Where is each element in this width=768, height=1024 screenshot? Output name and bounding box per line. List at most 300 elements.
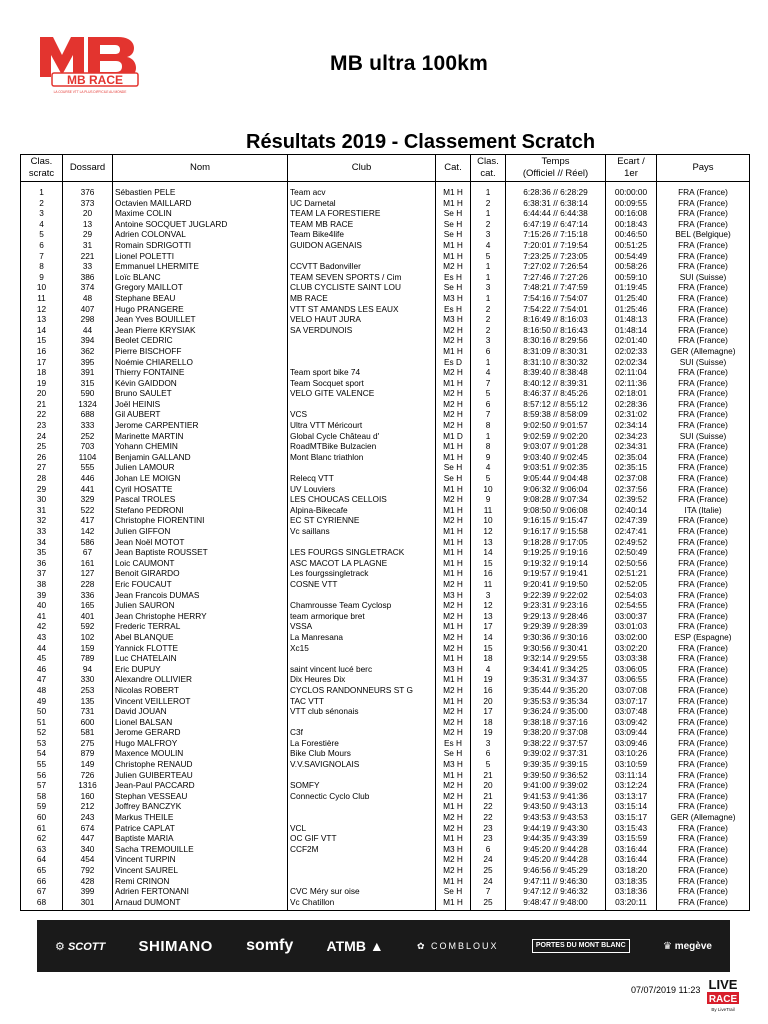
col-gap-cell: 02:47:39	[606, 515, 657, 526]
col-time-cell: 8:31:10 // 8:30:32	[506, 357, 606, 368]
col-bib-cell: 48	[63, 293, 113, 304]
col-category-cell: M2 H	[436, 823, 471, 834]
table-row	[21, 801, 750, 812]
col-rank-cell: 62	[21, 833, 63, 844]
col-time-cell: 9:39:50 // 9:36:52	[506, 770, 606, 781]
col-category-rank-cell: 23	[471, 833, 506, 844]
table-row	[21, 876, 750, 887]
col-club-cell: Bike Club Mours	[288, 748, 436, 759]
table-row	[21, 182, 750, 198]
col-country-cell: FRA (France)	[657, 579, 750, 590]
col-name-cell: Yannick FLOTTE	[113, 643, 288, 654]
col-bib-cell: 298	[63, 314, 113, 325]
col-category-cell: M2 H	[436, 420, 471, 431]
col-category-rank-cell: 18	[471, 653, 506, 664]
col-club-cell: Ultra VTT Méricourt	[288, 420, 436, 431]
col-time-cell: 9:36:24 // 9:35:00	[506, 706, 606, 717]
col-name-cell: Bruno SAULET	[113, 388, 288, 399]
col-club-cell: La Manresana	[288, 632, 436, 643]
col-club-cell: VCS	[288, 409, 436, 420]
col-category-cell: M3 H	[436, 664, 471, 675]
col-time-cell: 7:23:25 // 7:23:05	[506, 251, 606, 262]
col-bib-cell: 31	[63, 240, 113, 251]
col-gap-cell: 02:02:33	[606, 346, 657, 357]
col-name-cell: Jean Pierre KRYSIAK	[113, 325, 288, 336]
col-rank-cell: 66	[21, 876, 63, 887]
col-name-cell: Vincent SAUREL	[113, 865, 288, 876]
col-club-cell	[288, 335, 436, 346]
col-bib-cell: 688	[63, 409, 113, 420]
col-country-cell: FRA (France)	[657, 674, 750, 685]
col-category-cell: M1 H	[436, 770, 471, 781]
col-time-cell: 7:54:16 // 7:54:07	[506, 293, 606, 304]
col-time-cell: 9:45:20 // 9:44:28	[506, 854, 606, 865]
col-time-cell: 9:19:32 // 9:19:14	[506, 558, 606, 569]
col-category-cell: M1 H	[436, 240, 471, 251]
col-rank-cell: 42	[21, 621, 63, 632]
col-club-cell: Xc15	[288, 643, 436, 654]
col-category-rank-cell: 13	[471, 611, 506, 622]
col-time-cell: 9:39:02 // 9:37:31	[506, 748, 606, 759]
col-country-cell: FRA (France)	[657, 473, 750, 484]
col-gap-cell: 03:02:20	[606, 643, 657, 654]
col-category-rank-cell: 10	[471, 484, 506, 495]
col-country-cell: FRA (France)	[657, 568, 750, 579]
col-gap-cell: 02:11:36	[606, 378, 657, 389]
col-category-rank-cell: 8	[471, 441, 506, 452]
col-gap-cell: 03:10:59	[606, 759, 657, 770]
col-country-cell: FRA (France)	[657, 452, 750, 463]
col-time-cell: 8:31:09 // 8:30:31	[506, 346, 606, 357]
col-country-cell: SUI (Suisse)	[657, 431, 750, 442]
col-rank-cell: 44	[21, 643, 63, 654]
col-time-cell: 9:41:00 // 9:39:02	[506, 780, 606, 791]
col-name-cell: Loic CAUMONT	[113, 558, 288, 569]
col-category-rank-cell: 1	[471, 261, 506, 272]
col-time-cell: 9:29:39 // 9:28:39	[506, 621, 606, 632]
col-bib-cell: 228	[63, 579, 113, 590]
race-text: RACE	[708, 994, 738, 1005]
col-club-cell	[288, 653, 436, 664]
col-country-cell: FRA (France)	[657, 182, 750, 198]
col-time-cell: 7:27:02 // 7:26:54	[506, 261, 606, 272]
col-category-rank-cell: 11	[471, 505, 506, 516]
col-time-cell: 8:16:49 // 8:16:03	[506, 314, 606, 325]
col-name-cell: Julien GIFFON	[113, 526, 288, 537]
col-name-cell: Benjamin GALLAND	[113, 452, 288, 463]
col-club-cell: Dix Heures Dix	[288, 674, 436, 685]
col-rank-cell: 54	[21, 748, 63, 759]
col-bib-cell: 407	[63, 304, 113, 315]
col-category-cell: M2 H	[436, 325, 471, 336]
table-row	[21, 780, 750, 791]
col-club-cell	[288, 346, 436, 357]
col-time-cell: 9:03:40 // 9:02:45	[506, 452, 606, 463]
col-category-rank-cell: 20	[471, 696, 506, 707]
col-bib-cell: 417	[63, 515, 113, 526]
col-category-cell: M1 H	[436, 833, 471, 844]
col-bib-cell: 221	[63, 251, 113, 262]
col-category-rank-cell: 16	[471, 568, 506, 579]
col-bib-cell: 1316	[63, 780, 113, 791]
col-bib-cell: 395	[63, 357, 113, 368]
col-country-cell: FRA (France)	[657, 494, 750, 505]
col-time-cell: 8:59:38 // 8:58:09	[506, 409, 606, 420]
col-club-cell: saint vincent lucé berc	[288, 664, 436, 675]
col-category-cell: M2 H	[436, 494, 471, 505]
col-time-cell: 7:54:22 // 7:54:01	[506, 304, 606, 315]
table-row	[21, 229, 750, 240]
col-category-cell: M1 H	[436, 198, 471, 209]
col-rank-cell: 65	[21, 865, 63, 876]
sponsor-combloux-logo: ✿ COMBLOUX	[416, 940, 499, 951]
table-row	[21, 420, 750, 431]
col-category-cell: M2 H	[436, 579, 471, 590]
col-bib-cell: 376	[63, 182, 113, 198]
col-category-rank-cell: 1	[471, 293, 506, 304]
table-row	[21, 865, 750, 876]
col-rank-cell: 1	[21, 182, 63, 198]
col-bib-cell: 67	[63, 547, 113, 558]
col-rank-cell: 20	[21, 388, 63, 399]
col-bib-cell: 315	[63, 378, 113, 389]
table-row	[21, 515, 750, 526]
col-bib-cell: 590	[63, 388, 113, 399]
col-bib-cell: 428	[63, 876, 113, 887]
col-category-header: Cat.	[436, 155, 471, 182]
col-name-cell: Johan LE MOIGN	[113, 473, 288, 484]
col-category-cell: M1 H	[436, 452, 471, 463]
col-category-cell: M1 H	[436, 801, 471, 812]
col-category-cell: M2 H	[436, 632, 471, 643]
col-category-rank-cell: 21	[471, 791, 506, 802]
col-country-cell: FRA (France)	[657, 420, 750, 431]
col-category-cell: M1 H	[436, 653, 471, 664]
col-name-cell: Stephane BEAU	[113, 293, 288, 304]
col-country-cell: FRA (France)	[657, 611, 750, 622]
col-bib-cell: 29	[63, 229, 113, 240]
col-country-cell: FRA (France)	[657, 780, 750, 791]
col-gap-cell: 01:25:46	[606, 304, 657, 315]
col-rank-cell: 53	[21, 738, 63, 749]
lotus-icon: ✿	[416, 940, 427, 951]
col-name-cell: Jean Yves BOUILLET	[113, 314, 288, 325]
col-bib-cell: 374	[63, 282, 113, 293]
col-time-cell: 9:05:44 // 9:04:48	[506, 473, 606, 484]
table-row	[21, 664, 750, 675]
col-bib-cell: 94	[63, 664, 113, 675]
col-name-cell: Maxence MOULIN	[113, 748, 288, 759]
col-gap-cell: 02:51:21	[606, 568, 657, 579]
col-time-cell: 9:20:41 // 9:19:50	[506, 579, 606, 590]
col-country-cell: FRA (France)	[657, 240, 750, 251]
col-club-cell: VELO HAUT JURA	[288, 314, 436, 325]
col-gap-cell: 03:09:44	[606, 727, 657, 738]
col-category-rank-cell: 25	[471, 897, 506, 911]
col-rank-cell: 27	[21, 462, 63, 473]
col-category-rank-cell: 7	[471, 378, 506, 389]
col-time-cell: 9:32:14 // 9:29:55	[506, 653, 606, 664]
col-time-cell: 8:39:40 // 8:38:48	[506, 367, 606, 378]
col-name-cell: Beolet CEDRIC	[113, 335, 288, 346]
col-bib-cell: 674	[63, 823, 113, 834]
col-rank-cell: 64	[21, 854, 63, 865]
col-category-cell: M2 H	[436, 780, 471, 791]
col-gap-cell: 02:54:55	[606, 600, 657, 611]
col-rank-cell: 68	[21, 897, 63, 911]
col-name-cell: Frederic TERRAL	[113, 621, 288, 632]
col-club-cell	[288, 876, 436, 887]
col-gap-cell: 02:47:41	[606, 526, 657, 537]
col-bib-cell: 386	[63, 272, 113, 283]
col-category-rank-cell: 1	[471, 357, 506, 368]
col-category-rank-cell: 23	[471, 823, 506, 834]
col-club-cell: Chamrousse Team Cyclosp	[288, 600, 436, 611]
col-rank-cell: 5	[21, 229, 63, 240]
sponsor-megeve-logo: ♛ megève	[662, 940, 712, 952]
col-country-cell: ITA (Italie)	[657, 505, 750, 516]
col-gap-cell: 02:28:36	[606, 399, 657, 410]
col-name-cell: Alexandre OLLIVIER	[113, 674, 288, 685]
col-name-cell: Julien LAMOUR	[113, 462, 288, 473]
col-club-cell: TEAM SEVEN SPORTS / Cim	[288, 272, 436, 283]
col-bib-cell: 1324	[63, 399, 113, 410]
col-bib-cell: 212	[63, 801, 113, 812]
col-category-cell: M1 H	[436, 378, 471, 389]
table-body	[21, 182, 750, 911]
col-category-rank-cell: 1	[471, 182, 506, 198]
col-country-cell: FRA (France)	[657, 515, 750, 526]
col-country-cell: FRA (France)	[657, 823, 750, 834]
col-time-cell: 9:16:15 // 9:15:47	[506, 515, 606, 526]
col-club-cell	[288, 717, 436, 728]
col-country-cell: FRA (France)	[657, 706, 750, 717]
col-club-cell: Team Bike4life	[288, 229, 436, 240]
col-category-cell: M1 H	[436, 547, 471, 558]
col-club-cell	[288, 801, 436, 812]
col-club-cell: TEAM LA FORESTIERE	[288, 208, 436, 219]
col-rank-cell: 51	[21, 717, 63, 728]
col-name-cell: Romain SDRIGOTTI	[113, 240, 288, 251]
col-country-cell: FRA (France)	[657, 621, 750, 632]
table-row	[21, 261, 750, 272]
col-country-cell: FRA (France)	[657, 801, 750, 812]
col-club-cell: Relecq VTT	[288, 473, 436, 484]
col-country-cell: FRA (France)	[657, 462, 750, 473]
col-category-cell: M2 H	[436, 643, 471, 654]
col-country-cell: FRA (France)	[657, 335, 750, 346]
col-rank-cell: 38	[21, 579, 63, 590]
col-bib-cell: 879	[63, 748, 113, 759]
table-row	[21, 558, 750, 569]
col-category-rank-cell: 3	[471, 229, 506, 240]
col-category-cell: M2 H	[436, 685, 471, 696]
col-name-cell: Cyril HOSATTE	[113, 484, 288, 495]
col-category-cell: Es D	[436, 357, 471, 368]
col-rank-cell: 55	[21, 759, 63, 770]
col-bib-cell: 33	[63, 261, 113, 272]
col-rank-cell: 59	[21, 801, 63, 812]
col-bib-cell: 142	[63, 526, 113, 537]
col-rank-cell: 63	[21, 844, 63, 855]
table-row	[21, 685, 750, 696]
col-gap-cell: 00:46:50	[606, 229, 657, 240]
col-club-cell: Les fourgssingletrack	[288, 568, 436, 579]
col-name-cell: Markus THEILE	[113, 812, 288, 823]
col-rank-cell: 49	[21, 696, 63, 707]
col-country-cell: FRA (France)	[657, 748, 750, 759]
col-country-cell: FRA (France)	[657, 484, 750, 495]
table-row	[21, 600, 750, 611]
col-category-rank-cell: 2	[471, 198, 506, 209]
col-country-cell: FRA (France)	[657, 664, 750, 675]
col-rank-cell: 8	[21, 261, 63, 272]
col-rank-cell: 4	[21, 219, 63, 230]
col-category-cell: M1 H	[436, 696, 471, 707]
col-category-cell: M1 H	[436, 558, 471, 569]
col-country-cell: FRA (France)	[657, 759, 750, 770]
col-bib-cell: 447	[63, 833, 113, 844]
col-country-cell: FRA (France)	[657, 208, 750, 219]
col-category-rank-cell: 14	[471, 547, 506, 558]
col-time-cell: 6:47:19 // 6:47:14	[506, 219, 606, 230]
col-rank-cell: 18	[21, 367, 63, 378]
col-rank-cell: 30	[21, 494, 63, 505]
col-bib-header: Dossard	[63, 155, 113, 182]
col-gap-cell: 00:09:55	[606, 198, 657, 209]
col-bib-cell: 252	[63, 431, 113, 442]
table-row	[21, 282, 750, 293]
col-category-cell: Es H	[436, 304, 471, 315]
col-rank-cell: 16	[21, 346, 63, 357]
table-row	[21, 717, 750, 728]
mountain-icon: ▲	[369, 938, 384, 954]
col-club-cell	[288, 251, 436, 262]
col-category-cell: Se H	[436, 462, 471, 473]
col-club-cell: UV Louviers	[288, 484, 436, 495]
col-category-cell: M2 H	[436, 515, 471, 526]
col-country-cell: FRA (France)	[657, 537, 750, 548]
col-bib-cell: 394	[63, 335, 113, 346]
logo-text: MB RACE	[67, 73, 123, 87]
col-gap-cell: 01:25:40	[606, 293, 657, 304]
table-row	[21, 611, 750, 622]
col-category-rank-cell: 24	[471, 876, 506, 887]
table-row	[21, 293, 750, 304]
table-row	[21, 409, 750, 420]
col-country-cell: FRA (France)	[657, 738, 750, 749]
col-time-cell: 9:47:11 // 9:46:30	[506, 876, 606, 887]
col-gap-cell: 01:48:13	[606, 314, 657, 325]
col-rank-cell: 67	[21, 886, 63, 897]
table-row	[21, 325, 750, 336]
col-time-cell: 9:30:56 // 9:30:41	[506, 643, 606, 654]
col-name-cell: Yohann CHEMIN	[113, 441, 288, 452]
col-name-cell: Noémie CHIARELLO	[113, 357, 288, 368]
col-club-cell: Team sport bike 74	[288, 367, 436, 378]
col-country-cell: FRA (France)	[657, 441, 750, 452]
col-category-cell: M2 H	[436, 727, 471, 738]
col-country-cell: FRA (France)	[657, 547, 750, 558]
col-rank-cell: 36	[21, 558, 63, 569]
col-time-cell: 9:19:57 // 9:19:41	[506, 568, 606, 579]
col-category-rank-cell: 19	[471, 727, 506, 738]
col-category-rank-cell: 5	[471, 251, 506, 262]
col-gap-cell: 02:02:34	[606, 357, 657, 368]
col-gap-cell: 00:59:10	[606, 272, 657, 283]
col-category-rank-cell: 5	[471, 388, 506, 399]
col-gap-cell: 03:13:17	[606, 791, 657, 802]
col-gap-cell: 02:37:08	[606, 473, 657, 484]
col-country-cell: FRA (France)	[657, 886, 750, 897]
col-country-header: Pays	[657, 155, 750, 182]
col-category-cell: M3 H	[436, 314, 471, 325]
col-category-rank-cell: 6	[471, 748, 506, 759]
col-category-rank-cell: 1	[471, 208, 506, 219]
col-category-rank-cell: 2	[471, 304, 506, 315]
col-category-cell: Se H	[436, 886, 471, 897]
col-gap-cell: 02:37:56	[606, 484, 657, 495]
col-name-cell: Jean Christophe HERRY	[113, 611, 288, 622]
col-category-cell: M1 H	[436, 441, 471, 452]
table-row	[21, 886, 750, 897]
col-category-cell: Es H	[436, 272, 471, 283]
col-gap-cell: 00:00:00	[606, 182, 657, 198]
col-name-cell: Jean Baptiste ROUSSET	[113, 547, 288, 558]
col-rank-cell: 57	[21, 780, 63, 791]
col-category-rank-cell: 22	[471, 801, 506, 812]
col-bib-cell: 362	[63, 346, 113, 357]
col-category-cell: Se H	[436, 473, 471, 484]
col-club-cell: V.V.SAVIGNOLAIS	[288, 759, 436, 770]
col-category-rank-cell: 25	[471, 865, 506, 876]
col-category-cell: M2 H	[436, 600, 471, 611]
col-rank-cell: 17	[21, 357, 63, 368]
table-row	[21, 759, 750, 770]
col-name-cell: Joël HEINIS	[113, 399, 288, 410]
col-bib-cell: 20	[63, 208, 113, 219]
col-gap-cell: 03:12:24	[606, 780, 657, 791]
col-gap-cell: 02:34:14	[606, 420, 657, 431]
table-row	[21, 643, 750, 654]
col-club-cell: ASC MACOT LA PLAGNE	[288, 558, 436, 569]
col-category-rank-cell: 4	[471, 367, 506, 378]
results-table	[20, 154, 750, 911]
table-row	[21, 304, 750, 315]
col-bib-cell: 592	[63, 621, 113, 632]
col-club-cell: Team Socquet sport	[288, 378, 436, 389]
col-bib-cell: 336	[63, 590, 113, 601]
print-date: 07/07/2019 11:23	[631, 985, 701, 995]
col-club-cell: CCF2M	[288, 844, 436, 855]
col-rank-cell: 2	[21, 198, 63, 209]
col-bib-cell: 600	[63, 717, 113, 728]
col-category-cell: M2 H	[436, 367, 471, 378]
col-name-cell: Octavien MAILLARD	[113, 198, 288, 209]
col-club-cell: VSSA	[288, 621, 436, 632]
col-gap-cell: 03:01:03	[606, 621, 657, 632]
col-name-cell: Stefano PEDRONI	[113, 505, 288, 516]
col-bib-cell: 329	[63, 494, 113, 505]
col-country-cell: FRA (France)	[657, 261, 750, 272]
col-bib-cell: 127	[63, 568, 113, 579]
col-country-cell: FRA (France)	[657, 717, 750, 728]
col-gap-cell: 03:10:26	[606, 748, 657, 759]
col-name-cell: Christophe RENAUD	[113, 759, 288, 770]
col-name-cell: Lionel BALSAN	[113, 717, 288, 728]
col-country-cell: ESP (Espagne)	[657, 632, 750, 643]
col-category-rank-cell: 3	[471, 738, 506, 749]
